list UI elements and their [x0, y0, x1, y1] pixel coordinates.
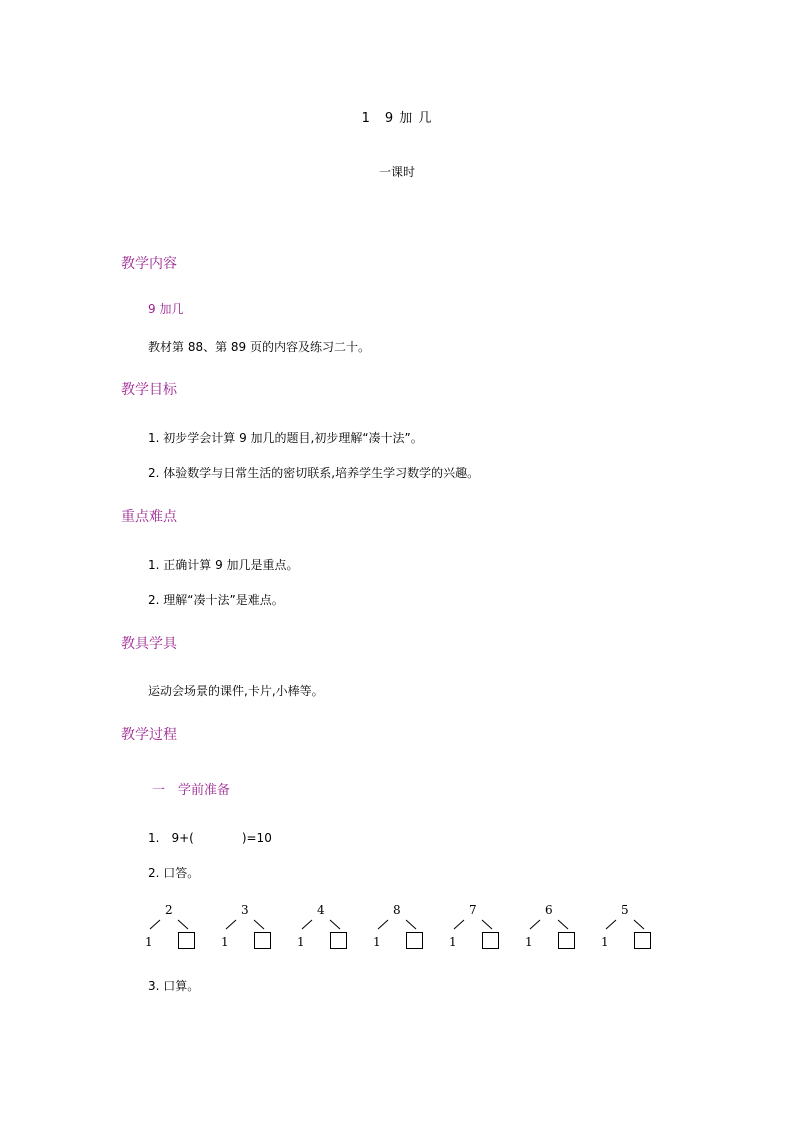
key-point-item-1: 1. 正确计算 9 加几是重点。	[148, 558, 299, 572]
key-point-item-2: 2. 理解“凑十法”是难点。	[148, 593, 284, 607]
answer-box	[482, 932, 499, 949]
tools-text: 运动会场景的课件,卡片,小棒等。	[148, 684, 324, 698]
number-decomposition	[297, 903, 367, 953]
heading-tools: 教具学具	[121, 636, 177, 652]
decomposition-total: 4	[317, 903, 325, 917]
number-decomposition	[601, 903, 671, 953]
question-3: 3. 口算。	[148, 979, 200, 993]
number-decomposition	[525, 903, 595, 953]
topic-label: 9 加几	[148, 302, 184, 316]
heading-objectives: 教学目标	[121, 382, 177, 398]
decomposition-total: 3	[241, 903, 249, 917]
number-decomposition	[449, 903, 519, 953]
decomposition-total: 6	[545, 903, 553, 917]
objective-item-2: 2. 体验数学与日常生活的密切联系,培养学生学习数学的兴趣。	[148, 466, 480, 480]
content-text: 教材第 88、第 89 页的内容及练习二十。	[148, 340, 370, 354]
objective-item-1: 1. 初步学会计算 9 加几的题目,初步理解“凑十法”。	[148, 431, 423, 445]
decomposition-total: 5	[621, 903, 629, 917]
heading-key-points: 重点难点	[121, 509, 177, 525]
decomposition-part: 1	[221, 935, 229, 949]
answer-box	[406, 932, 423, 949]
number-decomposition	[221, 903, 291, 953]
decomposition-part: 1	[373, 935, 381, 949]
question-2: 2. 口答。	[148, 866, 200, 880]
heading-teaching-content: 教学内容	[121, 256, 177, 272]
part1-heading: 一 学前准备	[152, 783, 231, 798]
number-decomposition	[373, 903, 443, 953]
lesson-period: 一课时	[378, 165, 415, 179]
answer-box	[330, 932, 347, 949]
answer-box	[634, 932, 651, 949]
heading-process: 教学过程	[121, 727, 177, 743]
decomposition-part: 1	[449, 935, 457, 949]
decomposition-part: 1	[601, 935, 609, 949]
decomposition-total: 8	[393, 903, 401, 917]
decomposition-part: 1	[525, 935, 533, 949]
decomposition-part: 1	[297, 935, 305, 949]
answer-box	[178, 932, 195, 949]
decomposition-total: 7	[469, 903, 477, 917]
decomposition-part: 1	[145, 935, 153, 949]
decomposition-total: 2	[165, 903, 173, 917]
answer-box	[254, 932, 271, 949]
answer-box	[558, 932, 575, 949]
question-1: 1. 9+( )=10	[148, 831, 272, 845]
page-title: 1 9 加 几	[361, 111, 433, 126]
number-decomposition	[145, 903, 215, 953]
